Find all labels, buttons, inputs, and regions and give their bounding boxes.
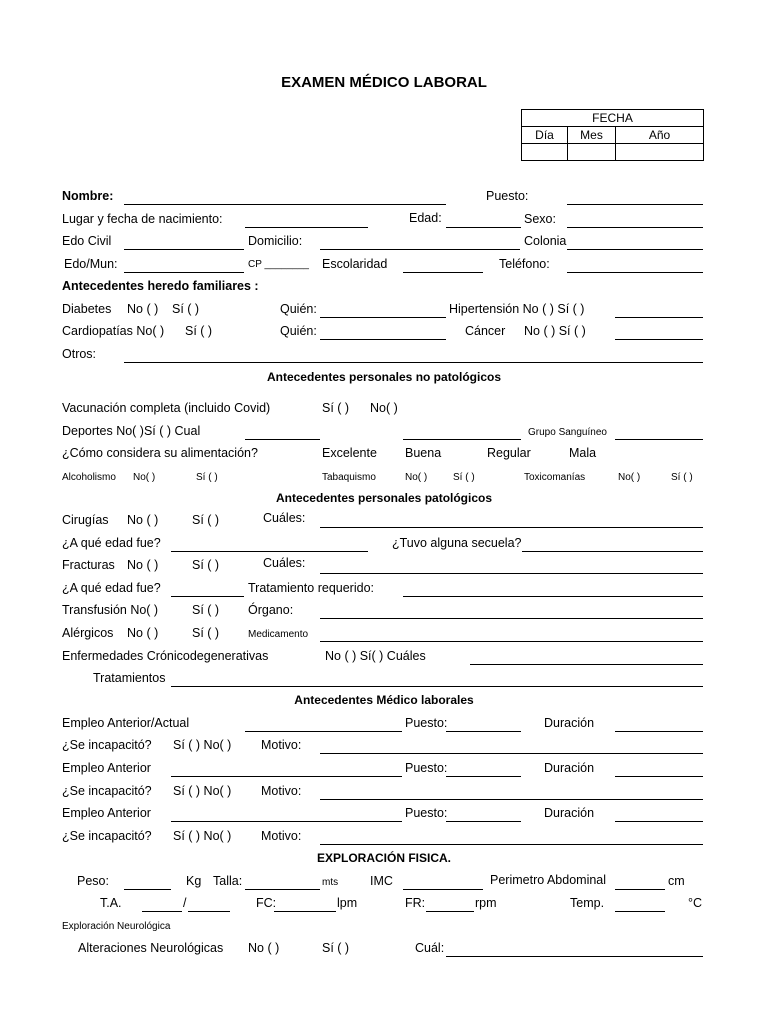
hipertension-checkbox[interactable]: Hipertensión No ( ) Sí ( )	[449, 302, 585, 316]
cirugias-cuales-field[interactable]	[320, 527, 703, 528]
ta-slash: /	[183, 896, 187, 910]
exploracion-heading: EXPLORACIÓN FISICA.	[316, 851, 451, 865]
edad-field[interactable]	[446, 227, 521, 228]
vacunacion-si-checkbox[interactable]: Sí ( )	[322, 401, 350, 415]
tratamientos-field[interactable]	[171, 686, 703, 687]
temp-label: Temp.	[570, 896, 605, 910]
transfusion-si-checkbox[interactable]: Sí ( )	[192, 603, 220, 617]
fecha-table	[521, 109, 704, 161]
otros-field[interactable]	[124, 362, 703, 363]
secuela-field[interactable]	[522, 551, 703, 552]
cardiopatias-no-checkbox[interactable]: Cardiopatías No( )	[62, 324, 165, 338]
colonia-label: Colonia	[524, 234, 567, 248]
alcoholismo-si-checkbox[interactable]: Sí ( )	[196, 472, 218, 483]
incapacito-1-checkbox[interactable]: Sí ( ) No( )	[173, 738, 232, 752]
alergicos-no-checkbox[interactable]: No ( )	[127, 626, 159, 640]
cirugias-no-checkbox[interactable]: No ( )	[127, 513, 159, 527]
incapacito-3-checkbox[interactable]: Sí ( ) No( )	[173, 829, 232, 843]
ta-label: T.A.	[100, 896, 122, 910]
alimentacion-buena[interactable]: Buena	[405, 446, 442, 460]
deportes-extra-field[interactable]	[403, 439, 521, 440]
diabetes-si-checkbox[interactable]: Sí ( )	[172, 302, 200, 316]
empleo-actual-label: Empleo Anterior/Actual	[62, 716, 190, 730]
empleo-anterior-3-label: Empleo Anterior	[62, 806, 151, 820]
heredo-heading: Antecedentes heredo familiares :	[62, 279, 259, 293]
incapacito-2-label: ¿Se incapacitó?	[62, 784, 152, 798]
organo-field[interactable]	[320, 618, 703, 619]
cirugias-label: Cirugías	[62, 513, 109, 527]
telefono-field[interactable]	[567, 272, 703, 273]
edo-mun-label: Edo/Mun:	[64, 257, 118, 271]
colonia-field[interactable]	[567, 249, 703, 250]
duracion-1-label: Duración	[544, 716, 595, 730]
imc-label: IMC	[370, 874, 393, 888]
page-title: EXAMEN MÉDICO LABORAL	[281, 74, 487, 91]
grupo-sanguineo-field[interactable]	[615, 439, 703, 440]
secuela-label: ¿Tuvo alguna secuela?	[392, 536, 522, 550]
incapacito-2-checkbox[interactable]: Sí ( ) No( )	[173, 784, 232, 798]
alimentacion-excelente[interactable]: Excelente	[322, 446, 377, 460]
duracion-3-label: Duración	[544, 806, 595, 820]
grupo-sanguineo-label: Grupo Sanguíneo	[528, 427, 607, 438]
motivo-2-field[interactable]	[320, 799, 703, 800]
alimentacion-mala[interactable]: Mala	[569, 446, 597, 460]
alergicos-label: Alérgicos	[62, 626, 114, 640]
fecha-mes-field[interactable]	[568, 144, 616, 161]
toxicomanias-label: Toxicomanías	[524, 472, 586, 483]
fracturas-si-checkbox[interactable]: Sí ( )	[192, 558, 220, 572]
puesto-label: Puesto:	[486, 189, 529, 203]
peso-label: Peso:	[77, 874, 109, 888]
fracturas-edad-field[interactable]	[171, 596, 244, 597]
fracturas-no-checkbox[interactable]: No ( )	[127, 558, 159, 572]
empleo-anterior-2-field[interactable]	[171, 776, 402, 777]
fr-field[interactable]	[426, 911, 474, 912]
duracion-2-field[interactable]	[615, 776, 703, 777]
alergicos-si-checkbox[interactable]: Sí ( )	[192, 626, 220, 640]
cronico-label: Enfermedades Crónicodegenerativas	[62, 649, 269, 663]
nombre-field[interactable]	[124, 204, 446, 205]
otros-label: Otros:	[62, 347, 97, 361]
talla-field[interactable]	[245, 889, 320, 890]
empleo-actual-field[interactable]	[245, 731, 402, 732]
puesto-2-label: Puesto:	[405, 761, 448, 775]
neuro-heading: Exploración Neurológica	[62, 921, 171, 932]
puesto-1-field[interactable]	[446, 731, 521, 732]
alimentacion-regular[interactable]: Regular	[487, 446, 531, 460]
domicilio-label: Domicilio:	[248, 234, 303, 248]
cancer-checkbox[interactable]: No ( ) Sí ( )	[524, 324, 586, 338]
tabaquismo-label: Tabaquismo	[322, 472, 376, 483]
rpm-label: rpm	[475, 896, 497, 910]
duracion-2-label: Duración	[544, 761, 595, 775]
laborales-heading: Antecedentes Médico laborales	[294, 693, 474, 707]
kg-label: Kg	[186, 874, 202, 888]
puesto-1-label: Puesto:	[405, 716, 448, 730]
cm-label: cm	[668, 874, 685, 888]
alcoholismo-label: Alcoholismo	[62, 472, 116, 483]
fracturas-cuales-field[interactable]	[320, 573, 703, 574]
imc-field[interactable]	[403, 889, 483, 890]
sexo-label: Sexo:	[524, 212, 556, 226]
fecha-header: FECHA	[522, 110, 704, 127]
escolaridad-field[interactable]	[403, 272, 483, 273]
patologicos-heading: Antecedentes personales patológicos	[275, 491, 493, 505]
alteraciones-si-checkbox[interactable]: Sí ( )	[322, 941, 350, 955]
fracturas-edad-label: ¿A qué edad fue?	[62, 581, 161, 595]
diabetes-quien-label: Quién:	[280, 302, 317, 316]
cirugias-cuales-label: Cuáles:	[263, 511, 306, 525]
alcoholismo-no-checkbox[interactable]: No( )	[133, 472, 156, 483]
fr-label: FR:	[405, 896, 426, 910]
fecha-mes-label: Mes	[568, 127, 616, 144]
medicamento-label: Medicamento	[248, 629, 309, 640]
alteraciones-label: Alteraciones Neurológicas	[78, 941, 224, 955]
diabetes-no-checkbox[interactable]: No ( )	[127, 302, 159, 316]
tratamiento-requerido-field[interactable]	[403, 596, 703, 597]
edo-civil-field[interactable]	[124, 249, 244, 250]
motivo-1-field[interactable]	[320, 753, 703, 754]
toxicomanias-si-checkbox[interactable]: Sí ( )	[671, 472, 693, 483]
lpm-label: lpm	[337, 896, 358, 910]
diabetes-label: Diabetes	[62, 302, 112, 316]
ta-sistolica-field[interactable]	[142, 911, 182, 912]
vacunacion-no-checkbox[interactable]: No( )	[370, 401, 398, 415]
alteraciones-cual-field[interactable]	[446, 956, 703, 957]
alteraciones-cual-label: Cuál:	[415, 941, 445, 955]
perimetro-label: Perimetro Abdominal	[490, 873, 607, 887]
puesto-2-field[interactable]	[446, 776, 521, 777]
tabaquismo-no-checkbox[interactable]: No( )	[405, 472, 428, 483]
fecha-anio-field[interactable]	[616, 144, 704, 161]
cancer-label: Cáncer	[465, 324, 506, 338]
cirugias-si-checkbox[interactable]: Sí ( )	[192, 513, 220, 527]
edo-civil-label: Edo Civil	[62, 234, 112, 248]
cronico-checkbox[interactable]: No ( ) Sí( ) Cuáles	[325, 649, 426, 663]
cp-label[interactable]: CP ________	[248, 259, 309, 270]
motivo-3-field[interactable]	[320, 844, 703, 845]
cardiopatias-quien-label: Quién:	[280, 324, 317, 338]
cirugias-edad-label: ¿A qué edad fue?	[62, 536, 161, 550]
lugar-fecha-field[interactable]	[245, 227, 368, 228]
tratamiento-requerido-label: Tratamiento requerido:	[248, 581, 374, 595]
organo-label: Órgano:	[248, 603, 294, 617]
duracion-3-field[interactable]	[615, 821, 703, 822]
sexo-field[interactable]	[567, 227, 703, 228]
alimentacion-label: ¿Cómo considera su alimentación?	[62, 446, 258, 460]
hipertension-quien-field[interactable]	[615, 317, 703, 318]
vacunacion-label: Vacunación completa (incluido Covid)	[62, 401, 271, 415]
fecha-anio-label: Año	[616, 127, 704, 144]
edad-label: Edad:	[409, 211, 442, 225]
celsius-label: °C	[688, 896, 703, 910]
empleo-anterior-2-label: Empleo Anterior	[62, 761, 151, 775]
cronico-cuales-field[interactable]	[470, 664, 703, 665]
nombre-label: Nombre:	[62, 189, 114, 203]
cancer-quien-field[interactable]	[615, 339, 703, 340]
no-patologicos-heading: Antecedentes personales no patológicos	[266, 370, 502, 384]
perimetro-field[interactable]	[615, 889, 665, 890]
incapacito-1-label: ¿Se incapacitó?	[62, 738, 152, 752]
escolaridad-label: Escolaridad	[322, 257, 388, 271]
incapacito-3-label: ¿Se incapacitó?	[62, 829, 152, 843]
fracturas-label: Fracturas	[62, 558, 115, 572]
cirugias-edad-field[interactable]	[171, 551, 368, 552]
fc-label: FC:	[256, 896, 277, 910]
tabaquismo-si-checkbox[interactable]: Sí ( )	[453, 472, 475, 483]
fecha-dia-field[interactable]	[522, 144, 568, 161]
diabetes-quien-field[interactable]	[320, 317, 446, 318]
alteraciones-no-checkbox[interactable]: No ( )	[248, 941, 280, 955]
edo-mun-field[interactable]	[124, 272, 244, 273]
cardiopatias-si-checkbox[interactable]: Sí ( )	[185, 324, 213, 338]
telefono-label: Teléfono:	[499, 257, 550, 271]
lugar-fecha-label: Lugar y fecha de nacimiento:	[62, 212, 223, 226]
ta-diastolica-field[interactable]	[188, 911, 230, 912]
medicamento-field[interactable]	[320, 641, 703, 642]
fecha-dia-label: Día	[522, 127, 568, 144]
motivo-2-label: Motivo:	[261, 784, 302, 798]
toxicomanias-no-checkbox[interactable]: No( )	[618, 472, 641, 483]
peso-field[interactable]	[124, 889, 171, 890]
motivo-1-label: Motivo:	[261, 738, 302, 752]
domicilio-field[interactable]	[320, 249, 520, 250]
duracion-1-field[interactable]	[615, 731, 703, 732]
puesto-3-field[interactable]	[446, 821, 521, 822]
temp-field[interactable]	[615, 911, 665, 912]
motivo-3-label: Motivo:	[261, 829, 302, 843]
cardiopatias-quien-field[interactable]	[320, 339, 446, 340]
transfusion-no-checkbox[interactable]: Transfusión No( )	[62, 603, 159, 617]
deportes-cual-field[interactable]	[245, 439, 320, 440]
tratamientos-label: Tratamientos	[93, 671, 166, 685]
puesto-3-label: Puesto:	[405, 806, 448, 820]
mts-label: mts	[322, 877, 339, 888]
fc-field[interactable]	[274, 911, 336, 912]
talla-label: Talla:	[213, 874, 243, 888]
deportes-checkbox[interactable]: Deportes No( )Sí ( ) Cual	[62, 424, 201, 438]
empleo-anterior-3-field[interactable]	[171, 821, 402, 822]
puesto-field[interactable]	[567, 204, 703, 205]
fracturas-cuales-label: Cuáles:	[263, 556, 306, 570]
